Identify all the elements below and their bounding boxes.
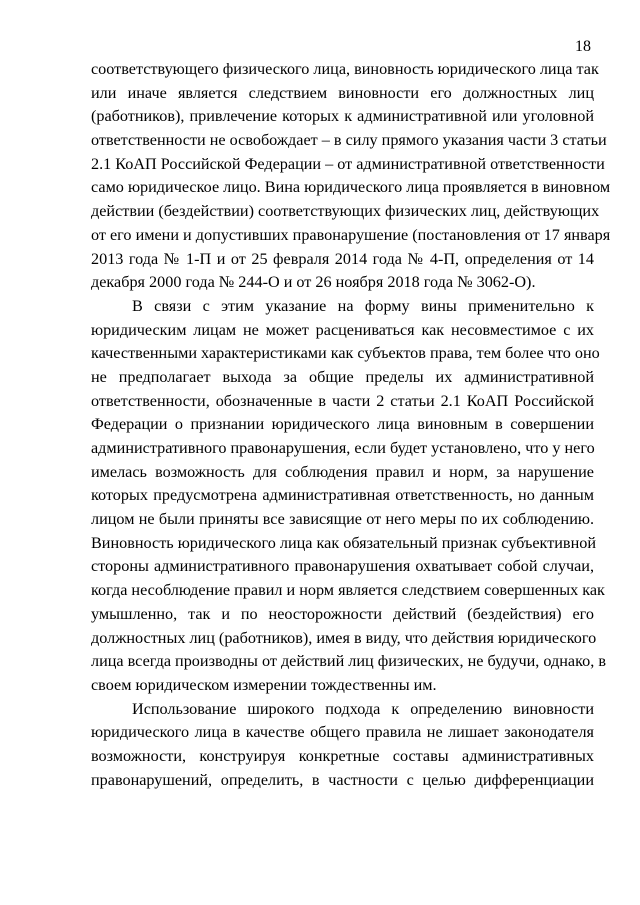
page-number: 18: [575, 38, 591, 55]
text-line: умышленно, так и по неосторожности действий (бездействия) его: [91, 604, 594, 623]
text-line: действии (бездействии) соответствующих физических лиц, действующих: [91, 202, 600, 221]
text-line: 2013 года № 1-П и от 25 февраля 2014 года № 4-П, определения от 14: [91, 249, 594, 268]
text-line: ответственности не освобождает – в силу прямого указания части 3 статьи: [91, 131, 607, 150]
text-line: юридического лица в качестве общего правила не лишает законодателя: [91, 723, 594, 742]
paragraph-first-line: В связи с этим указание на форму вины применительно к: [132, 296, 594, 315]
text-line: Виновность юридического лица как обязательный признак субъективной: [91, 533, 596, 552]
text-line: само юридическое лицо. Вина юридического лица проявляется в виновном: [91, 178, 611, 197]
text-line: возможности, конструируя конкретные составы административных: [91, 746, 594, 765]
text-line: качественными характеристиками как субъектов права, тем более что оно: [91, 344, 600, 363]
text-line: которых предусмотрена административная ответственность, но данным: [91, 486, 594, 505]
text-line: или иначе является следствием виновности его должностных лиц: [91, 83, 594, 102]
text-line: декабря 2000 года № 244-О и от 26 ноября 2018 года № 3062-О).: [91, 273, 536, 292]
text-line: не предполагает выхода за общие пределы их административной: [91, 367, 594, 386]
text-line: (работников), привлечение которых к административной или уголовной: [91, 107, 594, 126]
text-line: юридическим лицам не может расцениваться как несовместимое с их: [91, 320, 594, 339]
text-line: 2.1 КоАП Российской Федерации – от административной ответственности: [91, 154, 605, 173]
text-line: когда несоблюдение правил и норм является следствием совершенных как: [91, 581, 605, 600]
text-line: соответствующего физического лица, виновность юридического лица так: [91, 60, 599, 78]
text-line: лицом не были приняты все зависящие от него меры по их соблюдению.: [91, 510, 594, 529]
text-line: стороны административного правонарушения охватывает собой случаи,: [91, 557, 594, 576]
text-body: [91, 58, 611, 792]
text-line: правонарушений, определить, в частности с целью дифференциации: [91, 770, 594, 789]
text-line: Федерации о признании юридического лица виновным в совершении: [91, 415, 594, 434]
text-line: должностных лиц (работников), имея в виду, что действия юридического: [91, 628, 597, 647]
text-line: лица всегда производны от действий лиц физических, не будучи, однако, в: [91, 652, 606, 671]
text-line: имелась возможность для соблюдения правил и норм, за нарушение: [91, 462, 594, 481]
text-line: административного правонарушения, если будет установлено, что у него: [91, 439, 595, 457]
text-line: ответственности, обозначенные в части 2 статьи 2.1 КоАП Российской: [91, 391, 594, 410]
text-line: от его имени и допустивших правонарушение (постановления от 17 января: [91, 225, 611, 244]
text-line: своем юридическом измерении тождественны им.: [91, 675, 437, 694]
paragraph-first-line: Использование широкого подхода к определению виновности: [132, 699, 594, 718]
